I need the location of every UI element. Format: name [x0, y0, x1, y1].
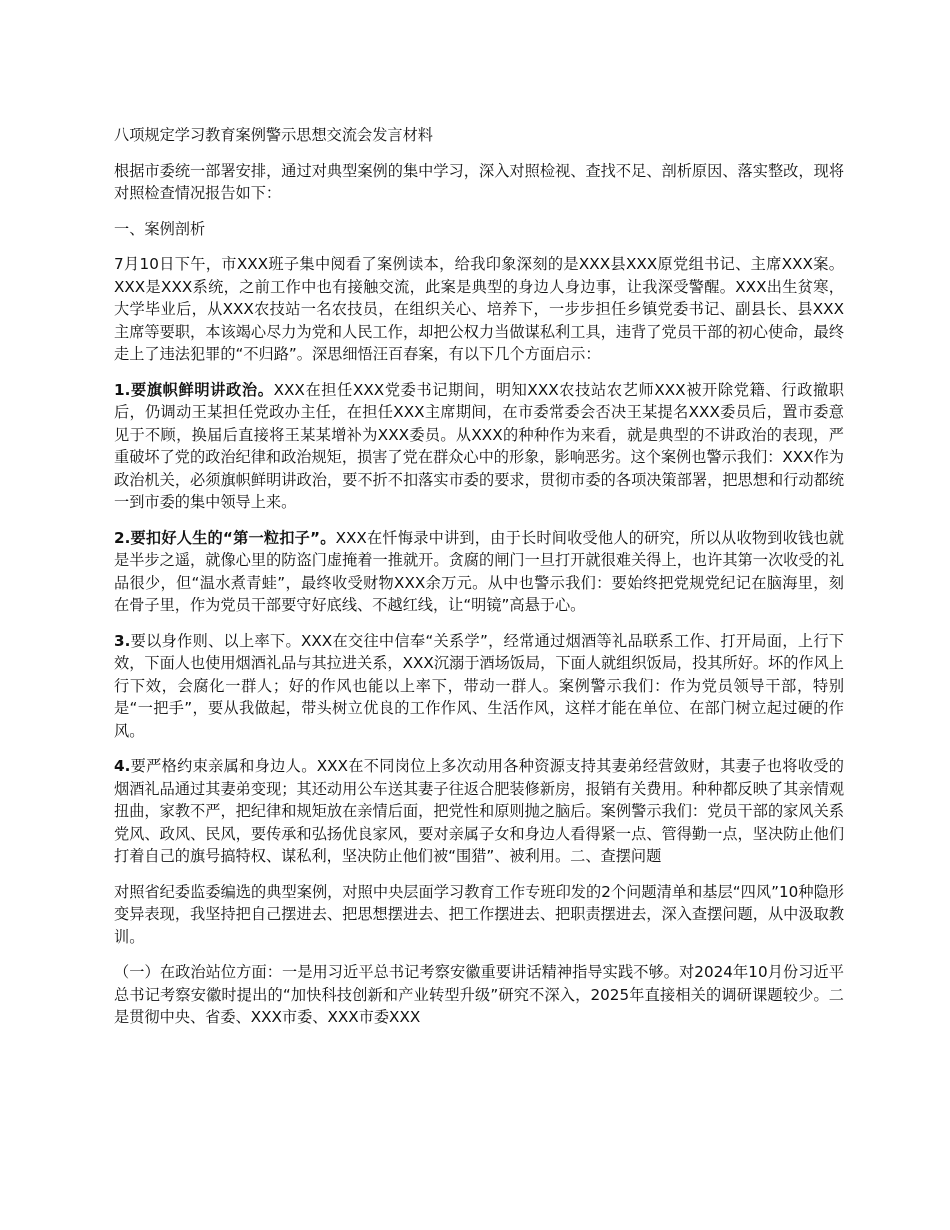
problems-paragraph: 对照省纪委监委编选的典型案例，对照中央层面学习教育工作专班印发的2个问题清单和基层“四风”10种隐形变异表现，我坚持把自己摆进去、把思想摆进去、把工作摆进去、把职责摆进去，深入查摆问题，从中汲取教训。: [114, 882, 844, 946]
point-lead: 2.要扣好人生的“第一粒扣子”。: [114, 528, 336, 547]
point-lead: 1.要旗帜鲜明讲政治。: [114, 380, 274, 399]
intro-paragraph: 根据市委统一部署安排，通过对典型案例的集中学习，深入对照检视、查找不足、剖析原因、落实整改，现将对照检查情况报告如下：: [114, 161, 844, 202]
point-paragraph-4: [114, 755, 844, 868]
point-body: XXX在忏悔录中讲到，由于长时间收受他人的研究，所以从收物到收钱也就是半步之遥，就像心里的防盗门虚掩着一推就开。贪腐的闸门一旦打开就很难关得上，也许其第一次收受的礼品很少，但“温水煮青蛙”，最终收受财物XXX余万元。从中也警示我们：要始终把党规党纪记在脑海里，刻在骨子里，作为党员干部要守好底线、不越红线，让“明镜”高悬于心。: [114, 528, 844, 614]
point-body: XXX在担任XXX党委书记期间，明知XXX农技站农艺师XXX被开除党籍、行政撤职后，仍调动王某担任党政办主任，在担任XXX主席期间，在市委常委会否决王某提名XXX委员后，置市委意见于不顾，换届后直接将王某某增补为XXX委员。从XXX的种种作为来看，就是典型的不讲政治的表现，严重破坏了党的政治纪律和政治规矩，损害了党在群众心中的形象，影响恶劣。这个案例也警示我们：XXX作为政治机关，必须旗帜鲜明讲政治，要不折不扣落实市委的要求，贯彻市委的各项决策部署，把思想和行动都统一到市委的集中领导上来。: [114, 380, 844, 511]
point-lead: 4.: [114, 757, 131, 775]
point-lead: 3.: [114, 631, 131, 650]
section-heading-case-analysis: 一、案例剖析: [114, 219, 206, 238]
point-paragraph-1: [114, 379, 844, 514]
document-body: [114, 124, 844, 1042]
point-paragraph-3: [114, 630, 844, 743]
point-paragraph-2: [114, 527, 844, 617]
political-stance-paragraph: （一）在政治站位方面：一是用习近平总书记考察安徽重要讲话精神指导实践不够。对2024年10月份习近平总书记考察安徽时提出的“加快科技创新和产业转型升级”研究不深入，2025年直接相关的调研课题较少。二是贯彻中央、省委、XXX市委、XXX市委XXX: [114, 963, 844, 1026]
case-paragraph: 7月10日下午，市XXX班子集中阅看了案例读本，给我印象深刻的是XXX县XXX原党组书记、主席XXX案。XXX是XXX系统，之前工作中也有接触交流，此案是典型的身边人身边事，让我深受警醒。XXX出生贫寒，大学毕业后，从XXX农技站一名农技员，在组织关心、培养下，一步步担任乡镇党委书记、副县长、县XXX主席等要职，本该竭心尽力为党和人民工作，却把公权力当做谋私利工具，违背了党员干部的初心使命，最终走上了违法犯罪的“不归路”。深思细悟汪百春案，有以下几个方面启示：: [114, 255, 844, 363]
point-body: 要以身作则、以上率下。XXX在交往中信奉“关系学”，经常通过烟酒等礼品联系工作、打开局面，上行下效，下面人也使用烟酒礼品与其拉进关系，XXX沉溺于酒场饭局，下面人就组织饭局，投其所好。坏的作风上行下效，会腐化一群人；好的作风也能以上率下，带动一群人。案例警示我们：作为党员领导干部，特别是“一把手”，要从我做起，带头树立优良的工作作风、生活作风，这样才能在单位、在部门树立起过硬的作风。: [114, 631, 844, 740]
document-title: 八项规定学习教育案例警示思想交流会发言材料: [114, 126, 433, 144]
point-body: 要严格约束亲属和身边人。XXX在不同岗位上多次动用各种资源支持其妻弟经营敛财，其妻子也将收受的烟酒礼品通过其妻弟变现；其还动用公车送其妻子往返合肥装修新房，报销有关费用。种种都反映了其亲情观扭曲，家教不严，把纪律和规矩放在亲情后面，把党性和原则抛之脑后。案例警示我们：党员干部的家风关系党风、政风、民风，要传承和弘扬优良家风，要对亲属子女和身边人看得紧一点、管得勤一点，坚决防止他们打着自己的旗号搞特权、谋私利，坚决防止他们被“围猎”、被利用。二、查摆问题: [114, 757, 844, 865]
